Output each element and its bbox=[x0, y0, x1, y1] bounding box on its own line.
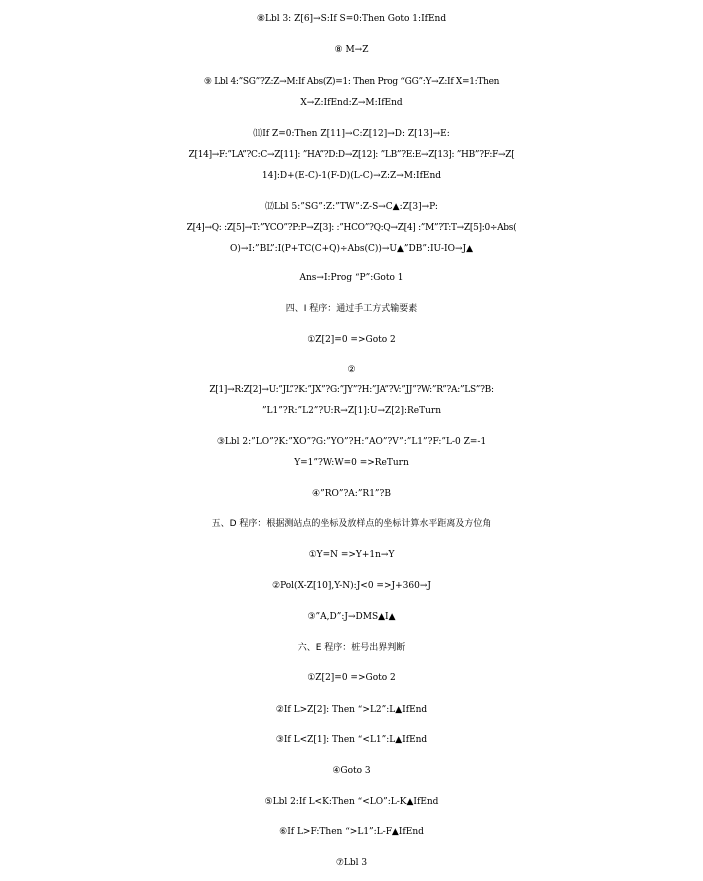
e-step-2: ②If L>Z[2]: Then “>L2”:L▲IfEnd bbox=[275, 705, 428, 715]
i-step-2: Z[1]→R:Z[2]→U:”JL”?K:”JX”?G:”JY”?H:”JA”?V:”JJ”?W:”R”?A:”LS”?B: bbox=[209, 385, 494, 395]
program-line-m-to-z: ⑧ M→Z bbox=[334, 45, 369, 55]
i-step-2-cont: ”L1”?R:”L2”?U:R→Z[1]:U→Z[2]:ReTurn bbox=[261, 406, 442, 416]
program-line-lbl3: ⑧Lbl 3: Z[6]→S:If S=0:Then Goto 1:IfEnd bbox=[256, 14, 447, 24]
d-step-2: ②Pol(X-Z[10],Y-N):J<0 =>J+360→J bbox=[272, 581, 431, 591]
program-line-if-z0: ⑾If Z=0:Then Z[11]→C:Z[12]→D: Z[13]→E: bbox=[253, 129, 450, 139]
d-step-1: ①Y=N =>Y+1n→Y bbox=[308, 550, 395, 560]
section-heading-e-program: 六、E 程序：桩号出界判断 bbox=[297, 643, 406, 653]
e-step-5: ⑤Lbl 2:If L<K:Then “<LO”:L-K▲IfEnd bbox=[264, 797, 439, 807]
program-line-lbl4: ⑨ Lbl 4:”SG”?Z:Z→M:If Abs(Z)=1: Then Prog “GG”:Y→Z:If X=1:Then bbox=[203, 77, 500, 87]
section-heading-d-program: 五、D 程序：根据测站点的坐标及放样点的坐标计算水平距离及方位角 bbox=[211, 519, 492, 529]
e-step-7: ⑦Lbl 3 bbox=[335, 858, 368, 868]
e-step-3: ③If L<Z[1]: Then “<L1”:L▲IfEnd bbox=[275, 735, 428, 745]
program-line-ans: Ans→I:Prog “P”:Goto 1 bbox=[299, 273, 404, 283]
i-step-2-marker: ② bbox=[347, 365, 356, 375]
program-line-z4-cont: O)→I:”BL”:I(P+TC(C+Q)÷Abs(C))→U▲”DB”:IU-IO→J▲ bbox=[229, 244, 474, 254]
e-step-4: ④Goto 3 bbox=[332, 766, 371, 776]
i-step-4: ④”RO”?A:”R1”?B bbox=[312, 489, 391, 499]
program-line-z4: Z[4]→Q: :Z[5]→T:”YCO”?P:P→Z[3]: :”HCO”?Q:Q→Z[4] :”M”?T:T→Z[5]:0÷Abs( bbox=[186, 223, 517, 233]
program-line-z14: Z[14]→F:”LA”?C:C→Z[11]: ”HA”?D:D→Z[12]: ”LB”?E:E→Z[13]: ”HB”?F:F→Z[ bbox=[188, 150, 515, 160]
program-line-lbl4-cont: X→Z:IfEnd:Z→M:IfEnd bbox=[300, 98, 403, 108]
i-step-3-cont: Y=1”?W:W=0 =>ReTurn bbox=[294, 458, 409, 468]
i-step-1: ①Z[2]=0 =>Goto 2 bbox=[307, 335, 396, 345]
section-heading-i-program: 四、I 程序：通过手工方式输要素 bbox=[285, 304, 418, 314]
e-step-6: ⑥If L>F:Then “>L1”:L-F▲IfEnd bbox=[279, 827, 424, 837]
i-step-3: ③Lbl 2:”LO”?K:”XO”?G:”YO”?H:”AO”?V”:”L1”?F:”L-0 Z=-1 bbox=[216, 437, 487, 447]
program-line-z14-cont: 14]:D+(E-C)-1(F-D)(L-C)→Z:Z→M:IfEnd bbox=[261, 171, 442, 181]
program-line-lbl5: ⑿Lbl 5:”SG”:Z:”TW”:Z-S→C▲:Z[3]→P: bbox=[265, 202, 438, 212]
e-step-1: ①Z[2]=0 =>Goto 2 bbox=[307, 673, 396, 683]
d-step-3: ③”A,D”:J→DMS▲I▲ bbox=[307, 612, 396, 622]
